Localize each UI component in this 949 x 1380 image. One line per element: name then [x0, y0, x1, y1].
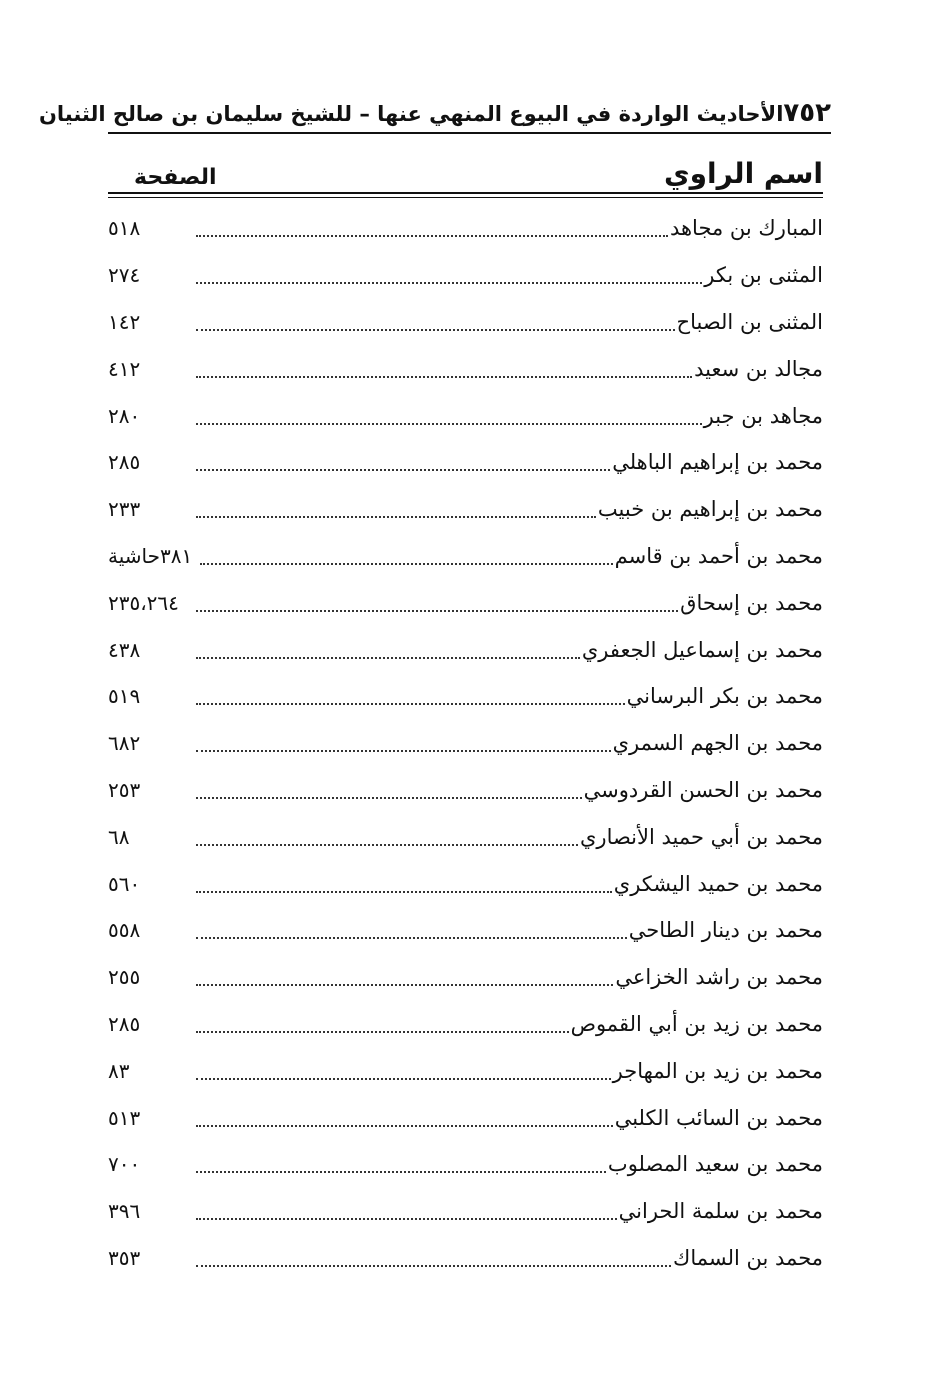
dot-leader	[196, 703, 625, 705]
dot-leader	[196, 610, 678, 612]
page-column-header: الصفحة	[134, 165, 217, 190]
list-item	[108, 673, 823, 720]
dot-leader	[196, 750, 611, 752]
page-reference: ٢٨٥	[108, 450, 141, 475]
narrator-name: محمد بن دينار الطاحي	[628, 918, 823, 943]
list-item	[108, 205, 823, 252]
dot-leader	[196, 1265, 671, 1267]
narrator-name: المثنى بن بكر	[704, 263, 823, 288]
page-reference: ٢٥٣	[108, 777, 141, 802]
list-item	[108, 1047, 823, 1094]
dot-leader	[196, 984, 613, 986]
dot-leader	[196, 282, 702, 284]
dot-leader	[196, 1171, 606, 1173]
dot-leader	[196, 1218, 617, 1220]
narrator-name: المبارك بن مجاهد	[669, 216, 823, 241]
header-rule	[108, 192, 823, 194]
narrator-name: محمد بن حميد اليشكري	[613, 871, 823, 896]
page-reference: ٢٣٥،٢٦٤	[108, 590, 179, 615]
list-item	[108, 720, 823, 767]
narrator-name: محمد بن الجهم السمري	[612, 731, 823, 756]
narrator-name: محمد بن راشد الخزاعي	[615, 965, 823, 990]
list-item	[108, 1094, 823, 1141]
page-reference: ٥١٩	[108, 684, 141, 709]
narrator-name: مجاهد بن جبر	[703, 403, 823, 428]
page-reference: ٦٨٢	[108, 731, 141, 756]
dot-leader	[196, 797, 582, 799]
book-title: الأحاديث الواردة في البيوع المنهي عنها – للشيخ سليمان بن صالح الثنيان	[38, 102, 784, 126]
list-item	[108, 1141, 823, 1188]
list-item	[108, 392, 823, 439]
dot-leader	[196, 657, 580, 659]
list-item	[108, 345, 823, 392]
dot-leader	[200, 563, 612, 565]
dot-leader	[196, 1078, 611, 1080]
page-reference: ٥١٣	[108, 1105, 141, 1130]
page-reference: ٢٨٥	[108, 1011, 141, 1036]
list-item	[108, 1235, 823, 1282]
narrator-name: محمد بن زيد بن المهاجر	[612, 1058, 823, 1083]
dot-leader	[196, 376, 692, 378]
dot-leader	[196, 891, 612, 893]
page-number: ٧٥٢	[783, 98, 831, 128]
narrator-name: محمد بن سعيد المصلوب	[607, 1152, 823, 1177]
page-reference: ٦٨	[108, 824, 130, 849]
page-reference: ٤٣٨	[108, 637, 141, 662]
narrator-index-list	[108, 205, 823, 1281]
list-item	[108, 252, 823, 299]
dot-leader	[196, 844, 578, 846]
narrator-name: محمد بن الحسن القردوسي	[583, 777, 823, 802]
page-reference: ١٤٢	[108, 309, 141, 334]
list-item	[108, 1001, 823, 1048]
list-item	[108, 486, 823, 533]
dot-leader	[196, 235, 668, 237]
list-item	[108, 767, 823, 814]
narrator-name: محمد بن السائب الكلبي	[614, 1105, 823, 1130]
list-item	[108, 626, 823, 673]
narrator-name: مجالد بن سعيد	[694, 356, 823, 381]
dot-leader	[196, 516, 596, 518]
page-reference: ٧٠٠	[108, 1152, 141, 1177]
dot-leader	[196, 469, 610, 471]
page-reference: ٢٥٥	[108, 965, 141, 990]
list-item	[108, 907, 823, 954]
list-item	[108, 1188, 823, 1235]
dot-leader	[196, 329, 675, 331]
page-reference: ٣٨١حاشية	[108, 543, 193, 568]
narrator-name: محمد بن إبراهيم الباهلي	[612, 450, 823, 475]
dot-leader	[196, 1031, 569, 1033]
narrator-name: محمد بن إسماعيل الجعفري	[581, 637, 823, 662]
dot-leader	[196, 937, 627, 939]
dot-leader	[196, 1125, 613, 1127]
page-reference: ٥٦٠	[108, 871, 141, 896]
page-reference: ٢٧٤	[108, 263, 141, 288]
page-reference: ٢٣٣	[108, 497, 141, 522]
narrator-name: محمد بن إبراهيم بن خبيب	[597, 497, 823, 522]
narrator-name: محمد بن زيد بن أبي القموص	[570, 1011, 823, 1036]
column-headers	[108, 150, 823, 190]
list-item	[108, 813, 823, 860]
narrator-name: محمد بن إسحاق	[680, 590, 823, 615]
running-head	[38, 92, 831, 134]
list-item	[108, 860, 823, 907]
narrator-name: المثنى بن الصباح	[676, 309, 823, 334]
page-reference: ٣٥٣	[108, 1245, 141, 1270]
list-item	[108, 954, 823, 1001]
narrator-name: محمد بن بكر البرساني	[626, 684, 823, 709]
page-reference: ٢٨٠	[108, 403, 141, 428]
page-reference: ٣٩٦	[108, 1199, 141, 1224]
page-reference: ٤١٢	[108, 356, 141, 381]
narrator-name: محمد بن السماك	[673, 1245, 823, 1270]
list-item	[108, 533, 823, 580]
dot-leader	[196, 423, 702, 425]
narrator-name: محمد بن سلمة الحراني	[618, 1199, 823, 1224]
header-rule-thin	[108, 197, 823, 198]
list-item	[108, 299, 823, 346]
narrator-name: محمد بن أبي حميد الأنصاري	[579, 824, 823, 849]
page-reference: ٨٣	[108, 1058, 130, 1083]
list-item	[108, 579, 823, 626]
page-reference: ٥٥٨	[108, 918, 141, 943]
narrator-name-header: اسم الراوي	[663, 157, 823, 190]
list-item	[108, 439, 823, 486]
page-reference: ٥١٨	[108, 216, 141, 241]
narrator-name: محمد بن أحمد بن قاسم	[614, 543, 823, 568]
